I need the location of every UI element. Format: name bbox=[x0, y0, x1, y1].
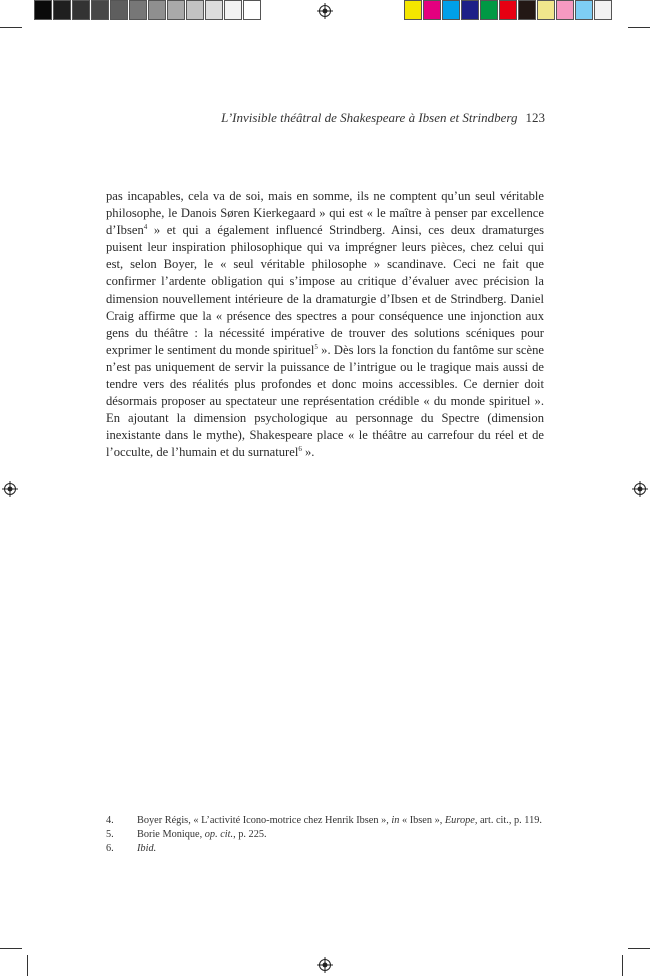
footnote-text bbox=[137, 828, 544, 842]
footnote-number: 5. bbox=[106, 829, 114, 840]
footnote-segment: Boyer Régis, « L’activité Icono-motrice chez Henrik Ibsen », bbox=[137, 815, 392, 826]
calibration-swatch bbox=[537, 0, 555, 20]
registration-mark-top-icon bbox=[317, 3, 333, 19]
footnote-ref-6: 6 bbox=[298, 445, 302, 454]
calibration-swatch bbox=[594, 0, 612, 20]
calibration-swatch bbox=[34, 0, 52, 20]
footnote-ref-4: 4 bbox=[143, 223, 148, 231]
footnote-segment: Borie Monique, bbox=[137, 829, 205, 840]
text-segment: ». Dès lors la fonction du fantôme sur scène n’est pas uniquement de servir la puissance de l’intrigue ou le tragique mais aussi de tendre vers des réalités plus profondes et donc moins accessibles. Ce dernier doit désormais proposer au spectateur une représentation crédible « du monde spirituel ». En ajoutant la dimension psychologique au personnage du Spectre (dimension inexistante dans le mythe), Shakespeare place « le théâtre au carrefour du réel et de l’occulte, de l’humain et du surnaturel bbox=[106, 342, 544, 460]
paragraph bbox=[106, 188, 544, 462]
calibration-swatch bbox=[129, 0, 147, 20]
calibration-swatch bbox=[205, 0, 223, 20]
footnote-ref-5: 5 bbox=[314, 342, 318, 351]
calibration-swatch bbox=[518, 0, 536, 20]
calibration-swatch bbox=[442, 0, 460, 20]
crop-mark bbox=[27, 955, 28, 976]
crop-mark bbox=[622, 955, 623, 976]
body-text bbox=[106, 188, 544, 462]
footnote-6 bbox=[106, 842, 544, 856]
text-segment: » et qui a également influencé Strindberg. Ainsi, ces deux dramaturges puisent leur inspiration philosophique qui va imprégner leurs pièces, chez celui qui est, selon Boyer, le « seul véritable philosophe » scandinave. Ceci ne fait que confirmer l’ardente obligation qui s’impose au critique d’évaluer avec précision la dimension nouvellement intérieure de la dramaturgie d’Ibsen et de Strindberg. Daniel Craig affirme que la « présence des spectres a pour conséquence une injonction aux gens du théâtre : la nécessité impérative de trouver des solutions scéniques pour exprimer le sentiment du monde spirituel bbox=[106, 223, 544, 357]
text-segment: ». bbox=[301, 445, 315, 460]
footnote-segment: in bbox=[391, 815, 400, 826]
calibration-swatch bbox=[556, 0, 574, 20]
running-head bbox=[100, 110, 545, 126]
grayscale-calibration-bar bbox=[34, 0, 262, 22]
text-segment: pas incapables, cela va de soi, mais en somme, ils ne comptent qu’un seul véritable philosophe, le Danois Søren Kierkegaard » qui est « le maître à penser par excellence d’Ibsen bbox=[106, 189, 544, 238]
calibration-swatch bbox=[186, 0, 204, 20]
calibration-swatch bbox=[499, 0, 517, 20]
registration-mark-right-icon bbox=[632, 481, 648, 497]
crop-mark bbox=[0, 27, 22, 28]
calibration-swatch bbox=[480, 0, 498, 20]
calibration-swatch bbox=[461, 0, 479, 20]
calibration-swatch bbox=[110, 0, 128, 20]
footnote-number: 6. bbox=[106, 843, 114, 854]
calibration-swatch bbox=[167, 0, 185, 20]
calibration-swatch bbox=[91, 0, 109, 20]
page-number: 123 bbox=[525, 110, 545, 125]
footnote-segment: « Ibsen », bbox=[399, 815, 445, 826]
footnote-segment: art. cit., p. 119. bbox=[477, 815, 542, 826]
crop-mark bbox=[628, 27, 650, 28]
calibration-swatch bbox=[72, 0, 90, 20]
footnote-segment: op. cit. bbox=[204, 829, 234, 840]
registration-mark-left-icon bbox=[2, 481, 18, 497]
registration-mark-bottom-icon bbox=[317, 957, 333, 973]
footnotes bbox=[106, 814, 544, 856]
running-title: L’Invisible théâtral de Shakespeare à Ibsen et Strindberg bbox=[221, 110, 518, 125]
footnote-number: 4. bbox=[106, 815, 114, 826]
footnote-segment: Europe, bbox=[444, 815, 478, 826]
footnote-segment: , p. 225. bbox=[233, 829, 267, 840]
color-calibration-bar bbox=[404, 0, 613, 22]
footnote-text bbox=[137, 814, 544, 828]
calibration-swatch bbox=[575, 0, 593, 20]
footnote-4 bbox=[106, 814, 544, 828]
footnote-text: Ibid. bbox=[137, 843, 157, 854]
calibration-swatch bbox=[224, 0, 242, 20]
footnote-5 bbox=[106, 828, 544, 842]
calibration-swatch bbox=[148, 0, 166, 20]
calibration-swatch bbox=[404, 0, 422, 20]
calibration-swatch bbox=[243, 0, 261, 20]
crop-mark bbox=[0, 948, 22, 949]
calibration-swatch bbox=[53, 0, 71, 20]
crop-mark bbox=[628, 948, 650, 949]
calibration-swatch bbox=[423, 0, 441, 20]
